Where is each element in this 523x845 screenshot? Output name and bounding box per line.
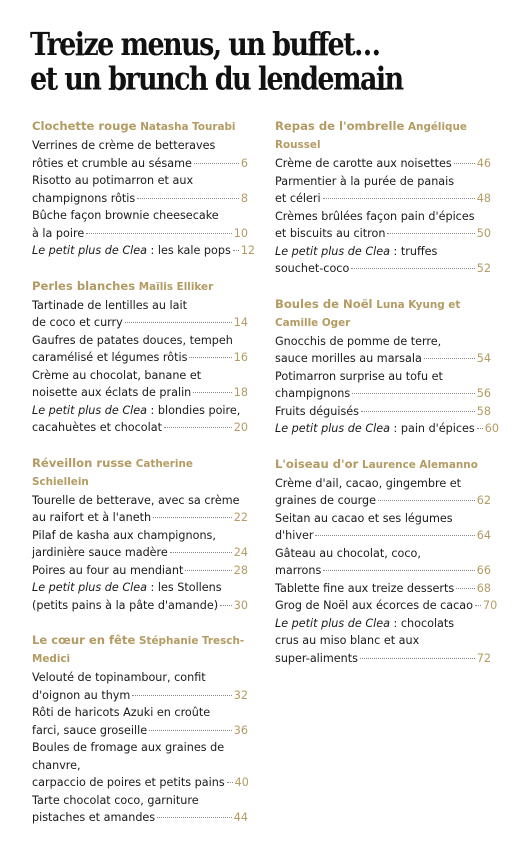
- recipe-text: [275, 492, 376, 510]
- recipe-text: [32, 190, 135, 208]
- recipe-line: [32, 155, 248, 173]
- recipe-line: [32, 562, 248, 580]
- recipe-entry: [32, 792, 248, 827]
- section-title: Boules de Noël: [275, 296, 373, 311]
- recipe-text: [275, 597, 473, 615]
- recipe-line: [32, 384, 248, 402]
- recipe-entry: [32, 242, 256, 260]
- recipe-entry: [275, 208, 491, 243]
- recipe-text-part: rôties et crumble au sésame: [32, 156, 192, 170]
- menu-section: [275, 118, 491, 278]
- recipe-text: [32, 687, 130, 705]
- recipe-text: [275, 617, 454, 630]
- recipe-line: [32, 722, 248, 740]
- recipe-text: [275, 527, 313, 545]
- recipe-line: [275, 190, 491, 208]
- menu-section: [275, 296, 499, 438]
- dot-leader: [189, 357, 231, 358]
- recipe-text: [32, 529, 216, 542]
- recipe-line: [32, 792, 248, 810]
- page-number: 16: [233, 351, 248, 364]
- section-title: L'oiseau d'or: [275, 456, 359, 471]
- recipe-entry: [275, 368, 491, 403]
- recipe-entry: [32, 332, 248, 367]
- recipe-line: [32, 207, 248, 225]
- recipe-line: [275, 510, 491, 528]
- recipe-text: [32, 225, 84, 243]
- recipe-line: [32, 190, 248, 208]
- page-title-line-2: et un brunch du lendemain: [30, 61, 403, 98]
- page-number: 44: [233, 811, 248, 824]
- right-column: [275, 118, 499, 685]
- section-author: Angélique Roussel: [275, 121, 467, 151]
- recipe-line: [275, 420, 499, 438]
- recipe-text: [275, 245, 437, 258]
- recipe-text-part: de coco et curry: [32, 316, 123, 329]
- recipe-line: [275, 243, 491, 261]
- page-number: 52: [476, 262, 491, 275]
- recipe-line: [32, 349, 248, 367]
- menu-section: [32, 118, 256, 260]
- recipe-text-part: d'oignon au thym: [32, 688, 131, 702]
- page-number: 30: [233, 598, 248, 612]
- dot-leader: [220, 605, 232, 606]
- page-number: 54: [476, 352, 491, 365]
- recipe-line: [32, 597, 248, 615]
- recipe-text-part: Crème d'ail, cacao, gingembre et: [275, 476, 462, 490]
- recipe-entry: [32, 739, 248, 792]
- recipe-text: [275, 190, 321, 208]
- clea-bonus-label: Le petit plus de Clea: [275, 616, 390, 630]
- recipe-text: [32, 155, 192, 173]
- recipe-line: [275, 562, 491, 580]
- clea-bonus-label: Le petit plus de Clea: [275, 422, 390, 435]
- recipe-text-part: cacahuètes et chocolat: [32, 421, 162, 434]
- dot-leader: [456, 588, 475, 589]
- recipe-entry: [275, 615, 491, 668]
- recipe-line: [32, 687, 248, 705]
- dot-leader: [323, 198, 475, 199]
- recipe-entry: [32, 562, 248, 580]
- recipe-line: [32, 137, 248, 155]
- recipe-text-part: (petits pains à la pâte d'amande): [32, 598, 219, 612]
- recipe-text: [32, 139, 215, 152]
- page-number: 46: [476, 157, 491, 170]
- dot-leader: [149, 730, 232, 731]
- recipe-text: [32, 419, 162, 437]
- recipe-text-part: Seitan au cacao et ses légumes: [275, 511, 453, 525]
- page-number: 20: [233, 421, 248, 434]
- recipe-entry: [275, 580, 491, 598]
- recipe-text-part: : truffes: [389, 244, 438, 258]
- menu-section: [32, 632, 248, 827]
- recipe-line: [275, 208, 491, 226]
- recipe-line: [32, 314, 248, 332]
- dot-leader: [233, 250, 239, 251]
- recipe-text: [275, 650, 358, 668]
- dot-leader: [86, 233, 232, 234]
- recipe-text: [32, 174, 193, 187]
- dot-leader: [185, 570, 231, 571]
- recipe-line: [32, 669, 248, 687]
- page-number: 64: [476, 529, 491, 542]
- recipe-text-part: Tourelle de betterave, avec sa crème: [32, 493, 240, 507]
- recipe-text-part: Fruits déguisés: [275, 404, 360, 418]
- recipe-text: [275, 210, 475, 223]
- page-number: 56: [476, 387, 491, 400]
- recipe-text-part: carpaccio de poires et petits pains: [32, 776, 225, 789]
- dot-leader: [351, 268, 474, 269]
- recipe-line: [275, 260, 491, 278]
- recipe-text: [32, 369, 201, 382]
- recipe-text-part: Crèmes brûlées façon pain d'épices: [275, 209, 475, 223]
- section-author: Natasha Tourabi: [140, 121, 236, 133]
- dot-leader: [323, 570, 474, 571]
- recipe-text-part: graines de courge: [275, 494, 377, 507]
- recipe-text: [275, 547, 421, 560]
- recipe-line: [275, 368, 491, 386]
- page-number: 66: [476, 564, 491, 577]
- recipe-line: [32, 579, 248, 597]
- recipe-text: [275, 335, 441, 348]
- recipe-text: [275, 175, 454, 188]
- recipe-text-part: super-aliments: [275, 651, 358, 665]
- recipe-text: [275, 477, 461, 490]
- recipe-entry: [275, 403, 491, 421]
- recipe-text-part: : blondies poire,: [146, 403, 241, 417]
- recipe-text: [32, 299, 187, 312]
- recipe-line: [275, 527, 491, 545]
- recipe-line: [275, 225, 491, 243]
- recipe-text-part: Crème de carotte aux noisettes: [275, 157, 452, 170]
- recipe-text-part: : chocolats: [389, 616, 455, 630]
- section-heading: [275, 456, 491, 474]
- recipe-text-part: Parmentier à la purée de panais: [275, 174, 455, 188]
- page-number: 58: [476, 404, 491, 418]
- recipe-text: [32, 509, 151, 527]
- recipe-entry: [275, 173, 491, 208]
- recipe-line: [32, 809, 248, 827]
- recipe-text: [32, 741, 224, 772]
- recipe-text: [275, 260, 349, 278]
- recipe-line: [32, 242, 256, 260]
- recipe-text-part: Poires au four au mendiant: [32, 563, 184, 577]
- dot-leader: [454, 163, 475, 164]
- recipe-entry: [32, 172, 248, 207]
- section-heading: [32, 278, 248, 296]
- recipe-line: [275, 615, 491, 633]
- recipe-entry: [32, 402, 248, 437]
- recipe-text-part: Gâteau au chocolat, coco,: [275, 546, 421, 560]
- recipe-text: [32, 242, 231, 260]
- recipe-text: [32, 404, 240, 417]
- dot-leader: [360, 658, 475, 659]
- section-heading: [275, 296, 491, 332]
- page-number: 48: [476, 192, 491, 205]
- page-number: 62: [476, 494, 491, 507]
- menu-section: [32, 455, 248, 615]
- page-number: 22: [233, 511, 248, 524]
- section-title: Le cœur en fête: [32, 633, 136, 647]
- recipe-text: [32, 597, 218, 615]
- recipe-line: [275, 403, 491, 421]
- recipe-text-part: sauce morilles au marsala: [275, 352, 422, 365]
- recipe-text-part: : pain d'épices: [389, 422, 475, 435]
- recipe-text-part: Tarte chocolat coco, garniture: [32, 793, 199, 807]
- recipe-text-part: champignons: [275, 387, 351, 400]
- recipe-text-part: jardinière sauce madère: [32, 546, 168, 559]
- recipe-entry: [32, 137, 248, 172]
- recipe-text: [275, 225, 385, 243]
- recipe-line: [32, 225, 248, 243]
- recipe-entry: [275, 510, 491, 545]
- recipe-entry: [275, 597, 498, 615]
- recipe-text: [32, 544, 168, 562]
- clea-bonus-label: Le petit plus de Clea: [32, 244, 147, 257]
- recipe-text: [275, 420, 475, 438]
- recipe-entry: [32, 367, 248, 402]
- dot-leader: [477, 428, 483, 429]
- recipe-entry: [275, 333, 491, 368]
- section-author: Laurence Alemanno: [361, 458, 478, 471]
- recipe-text-part: Bûche façon brownie cheesecake: [32, 209, 219, 222]
- page-number: 32: [233, 688, 248, 702]
- recipe-text-part: Potimarron surprise au tofu et: [275, 369, 443, 383]
- recipe-entry: [32, 704, 248, 739]
- page-number: 24: [233, 546, 248, 559]
- section-heading: [275, 118, 491, 154]
- recipe-text: [32, 671, 206, 684]
- page-number: 12: [240, 244, 256, 257]
- dot-leader: [132, 695, 231, 696]
- recipe-text: [32, 774, 225, 792]
- menu-section: [32, 278, 248, 437]
- recipe-text-part: champignons rôtis: [32, 191, 136, 205]
- recipe-line: [275, 580, 491, 598]
- recipe-text-part: farci, sauce groseille: [32, 723, 148, 737]
- recipe-line: [32, 492, 248, 510]
- dot-leader: [194, 163, 239, 164]
- recipe-line: [275, 597, 498, 615]
- recipe-text-part: à la poire: [32, 226, 85, 240]
- section-author: Luna Kyung et Camille Oger: [275, 298, 461, 329]
- section-title: Réveillon russe: [32, 455, 133, 470]
- page-title-line-1: Treize menus, un buffet…: [30, 26, 380, 64]
- recipe-text: [275, 634, 419, 647]
- recipe-line: [275, 173, 491, 191]
- page-number: 70: [483, 599, 498, 612]
- recipe-text: [32, 809, 155, 827]
- recipe-text-part: marrons: [275, 564, 322, 577]
- menu-section: [275, 456, 498, 668]
- recipe-text: [32, 562, 183, 580]
- recipe-text: [275, 370, 443, 383]
- page-number: 10: [233, 226, 248, 240]
- page-number: 40: [234, 776, 249, 789]
- page-number: 68: [476, 581, 491, 595]
- recipe-text: [32, 722, 147, 740]
- recipe-line: [275, 333, 491, 351]
- recipe-text: [32, 349, 187, 367]
- recipe-line: [32, 419, 248, 437]
- section-author: Maïlis Elliker: [138, 280, 214, 293]
- page-title: [30, 28, 500, 96]
- left-column: [32, 118, 256, 845]
- section-heading: [32, 632, 248, 668]
- recipe-text-part: Boules de fromage aux graines de chanvre,: [32, 741, 225, 772]
- recipe-text-part: Velouté de topinambour, confit: [32, 671, 206, 684]
- recipe-text-part: au raifort et à l'aneth: [32, 511, 152, 524]
- recipe-line: [32, 297, 248, 315]
- recipe-line: [275, 155, 491, 173]
- recipe-text-part: Grog de Noël aux écorces de cacao: [275, 599, 473, 612]
- recipe-line: [32, 774, 248, 792]
- recipe-line: [275, 650, 491, 668]
- dot-leader: [170, 552, 232, 553]
- dot-leader: [378, 500, 475, 501]
- page-number: 72: [476, 651, 491, 665]
- recipe-line: [32, 367, 248, 385]
- recipe-text: [32, 706, 210, 719]
- recipe-entry: [32, 669, 248, 704]
- dot-leader: [475, 605, 481, 606]
- page-number: 14: [233, 316, 248, 329]
- recipe-text-part: Tablette fine aux treize desserts: [275, 581, 455, 595]
- page-number: 18: [233, 386, 248, 399]
- recipe-text-part: Rôti de haricots Azuki en croûte: [32, 706, 211, 719]
- dot-leader: [193, 392, 231, 393]
- section-author: Stéphanie Tresch-Medici: [32, 635, 245, 665]
- section-title: Clochette rouge: [32, 119, 137, 133]
- recipe-line: [32, 332, 248, 350]
- recipe-line: [275, 350, 491, 368]
- dot-leader: [352, 393, 475, 394]
- recipe-text: [275, 403, 359, 421]
- section-heading: [32, 118, 248, 136]
- recipe-text-part: souchet-coco: [275, 262, 350, 275]
- recipe-text-part: Gnocchis de pomme de terre,: [275, 334, 442, 348]
- recipe-line: [275, 632, 491, 650]
- dot-leader: [153, 517, 232, 518]
- recipe-line: [32, 739, 248, 774]
- section-title: Repas de l'ombrelle: [275, 119, 405, 133]
- page-number: 28: [233, 563, 248, 577]
- recipe-text: [275, 350, 422, 368]
- recipe-text-part: Gaufres de patates douces, tempeh: [32, 333, 233, 347]
- recipe-entry: [32, 579, 248, 614]
- recipe-line: [275, 385, 491, 403]
- recipe-text: [32, 581, 222, 594]
- recipe-line: [32, 402, 248, 420]
- dot-leader: [125, 322, 232, 323]
- recipe-text-part: Tartinade de lentilles au lait: [32, 298, 187, 312]
- recipe-line: [32, 544, 248, 562]
- recipe-entry: [275, 155, 491, 173]
- dot-leader: [137, 198, 239, 199]
- recipe-line: [32, 509, 248, 527]
- recipe-entry: [275, 243, 491, 278]
- page-number: 60: [484, 422, 499, 435]
- recipe-entry: [275, 475, 491, 510]
- recipe-text-part: et biscuits au citron: [275, 227, 386, 240]
- section-author: Catherine Schiellein: [32, 457, 193, 488]
- recipe-text-part: : les kale pops: [146, 244, 231, 257]
- recipe-text: [32, 314, 123, 332]
- recipe-text-part: crus au miso blanc et aux: [275, 634, 420, 647]
- recipe-text-part: Risotto au potimarron et aux: [32, 174, 194, 187]
- recipe-line: [275, 545, 491, 563]
- recipe-entry: [275, 545, 491, 580]
- recipe-text: [275, 562, 321, 580]
- recipe-text-part: Verrines de crème de betteraves: [32, 139, 216, 152]
- recipe-text: [275, 512, 453, 525]
- recipe-text: [32, 209, 219, 222]
- recipe-line: [275, 475, 491, 493]
- recipe-text-part: d'hiver: [275, 529, 314, 542]
- recipe-text-part: pistaches et amandes: [32, 811, 156, 824]
- dot-leader: [164, 427, 232, 428]
- recipe-text: [32, 494, 240, 507]
- dot-leader: [315, 535, 474, 536]
- clea-bonus-label: Le petit plus de Clea: [275, 244, 390, 258]
- recipe-line: [32, 704, 248, 722]
- dot-leader: [424, 358, 475, 359]
- recipe-entry: [32, 492, 248, 527]
- recipe-line: [32, 172, 248, 190]
- section-heading: [32, 455, 248, 491]
- clea-bonus-label: Le petit plus de Clea: [32, 581, 147, 594]
- page-number: 36: [233, 723, 248, 737]
- recipe-entry: [275, 420, 499, 438]
- recipe-entry: [32, 527, 248, 562]
- section-title: Perles blanches: [32, 278, 136, 293]
- recipe-text-part: : les Stollens: [146, 581, 222, 594]
- recipe-text-part: Crème au chocolat, banane et: [32, 368, 202, 382]
- dot-leader: [157, 817, 232, 818]
- recipe-entry: [32, 297, 248, 332]
- clea-bonus-label: Le petit plus de Clea: [32, 403, 147, 417]
- recipe-text-part: et céleri: [275, 192, 321, 205]
- page-number: 8: [240, 191, 248, 205]
- recipe-text-part: caramélisé et légumes rôtis: [32, 351, 188, 364]
- recipe-line: [275, 492, 491, 510]
- recipe-text: [32, 794, 199, 807]
- page-number: 50: [476, 227, 491, 240]
- recipe-text: [275, 580, 454, 598]
- dot-leader: [361, 411, 475, 412]
- dot-leader: [387, 233, 474, 234]
- recipe-text: [275, 155, 452, 173]
- recipe-text-part: Pilaf de kasha aux champignons,: [32, 528, 216, 542]
- recipe-text-part: noisette aux éclats de pralin: [32, 386, 192, 399]
- recipe-text: [32, 384, 191, 402]
- recipe-entry: [32, 207, 248, 242]
- page-number: 6: [240, 156, 248, 170]
- recipe-text: [275, 385, 350, 403]
- recipe-text: [32, 334, 233, 347]
- recipe-line: [32, 527, 248, 545]
- dot-leader: [227, 782, 233, 783]
